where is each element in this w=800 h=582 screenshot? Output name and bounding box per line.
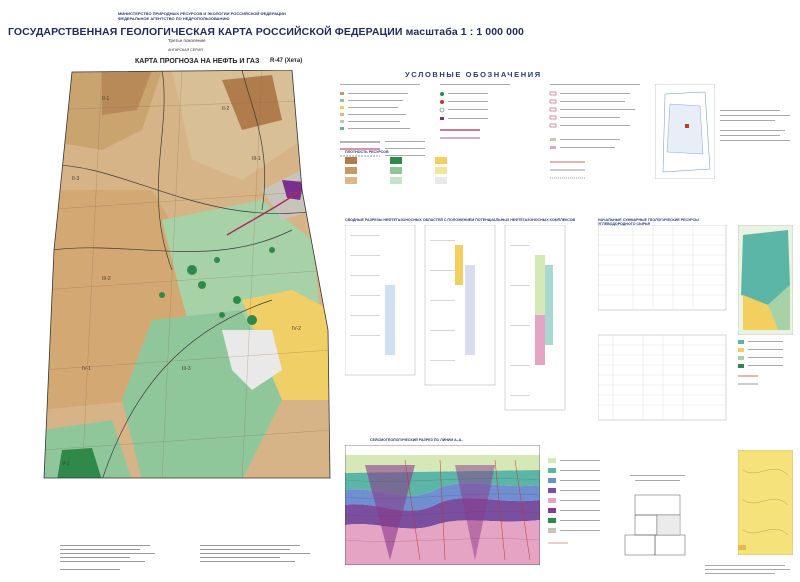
- overview-map: [655, 84, 715, 179]
- density-swatches: [345, 157, 485, 192]
- agency-line: ФЕДЕРАЛЬНОЕ АГЕНТСТВО ПО НЕДРОПОЛЬЗОВАНИЮ: [118, 15, 230, 21]
- region-label: III-3: [182, 366, 191, 372]
- region-label: III-1: [252, 156, 261, 162]
- region-label: V-1: [62, 461, 70, 467]
- seismogeological-section: [345, 445, 540, 565]
- region-label: II-1: [102, 96, 110, 102]
- sheet-layout-scheme: [620, 470, 695, 565]
- main-title: ГОСУДАРСТВЕННАЯ ГЕОЛОГИЧЕСКАЯ КАРТА РОССИЙСКОЙ ФЕДЕРАЦИИ масштаба 1 : 1 000 000: [8, 26, 524, 38]
- yellow-scheme-map: [738, 450, 793, 555]
- bottom-credits: [705, 565, 795, 577]
- resources-table-title: НАЧАЛЬНЫЕ СУММАРНЫЕ ГЕОЛОГИЧЕСКИЕ РЕСУРСЫ УГЛЕВОДОРОДНОГО СЫРЬЯ: [598, 218, 699, 226]
- tectonic-legend: [738, 340, 793, 395]
- sheet-code: R-47 (Хета): [270, 58, 303, 64]
- section-legend: [548, 458, 608, 568]
- map-title: КАРТА ПРОГНОЗА НА НЕФТЬ И ГАЗ: [135, 58, 260, 65]
- density-title: ПЛОТНОСТЬ РЕСУРСОВ: [345, 150, 389, 154]
- stratigraphic-columns: [345, 225, 590, 415]
- generation-label: Третье поколение: [168, 38, 206, 43]
- oil-gas-forecast-map: [42, 70, 332, 480]
- resources-table: [598, 225, 728, 425]
- region-label: IV-2: [292, 326, 301, 332]
- tectonic-scheme-map: [738, 225, 793, 335]
- region-label: II-3: [72, 176, 80, 182]
- section-title: СЕЙСМОГЕОЛОГИЧЕСКИЙ РАЗРЕЗ ПО ЛИНИИ А–А₁: [370, 438, 463, 442]
- region-label: II-2: [222, 106, 230, 112]
- ministry-line: МИНИСТЕРСТВО ПРИРОДНЫХ РЕСУРСОВ И ЭКОЛОГИИ РОССИЙСКОЙ ФЕДЕРАЦИИ: [118, 11, 286, 16]
- overview-notes: [720, 110, 795, 150]
- map-credits-block: [60, 545, 340, 575]
- columns-title: СВОДНЫЕ РАЗРЕЗЫ НЕФТЕГАЗОНОСНЫХ ОБЛАСТЕЙ С ПОЛОЖЕНИЕМ ПОТЕНЦИАЛЬНЫХ НЕФТЕГАЗОНОСНЫХ КОМПЛЕКСОВ: [345, 218, 576, 222]
- region-label: III-2: [102, 276, 111, 282]
- legend-title: УСЛОВНЫЕ ОБОЗНАЧЕНИЯ: [405, 70, 542, 79]
- series-label: АНГАРСКАЯ СЕРИЯ: [168, 48, 203, 52]
- region-label: IV-1: [82, 366, 91, 372]
- ministry-header: [118, 12, 286, 21]
